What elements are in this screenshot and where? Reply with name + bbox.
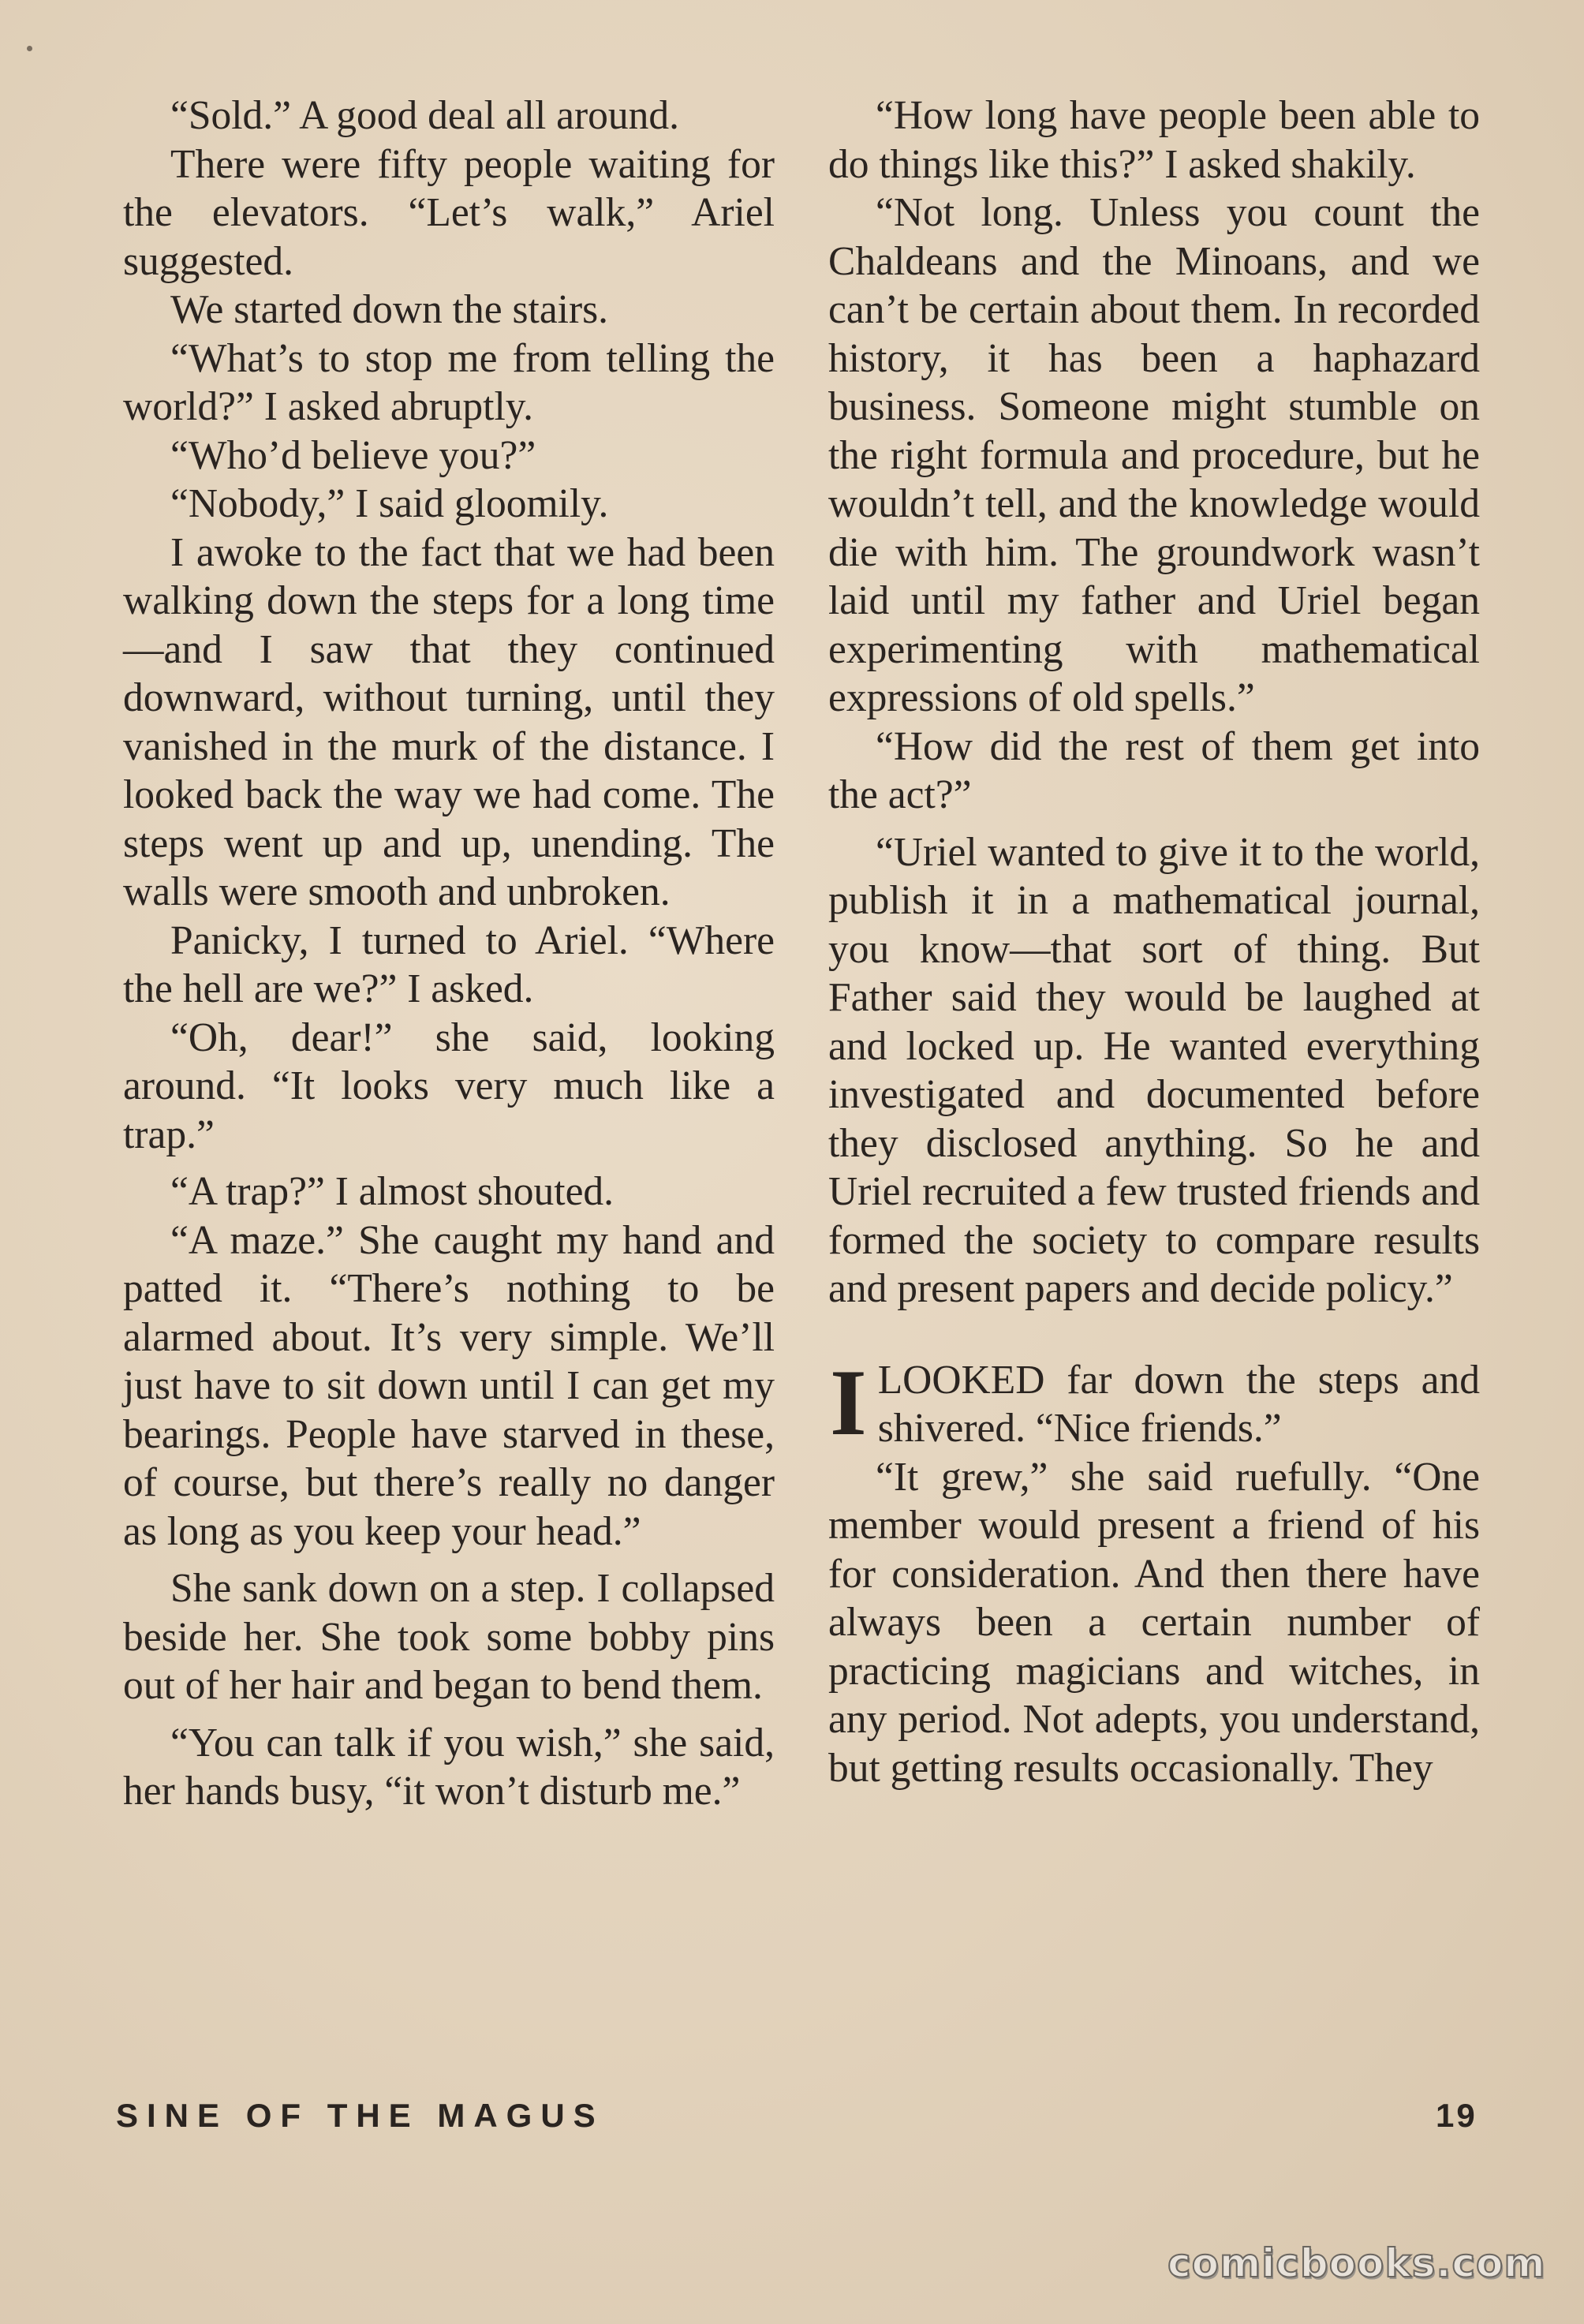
- right-text-column: [828, 92, 1480, 1792]
- paragraph: “Uriel wanted to give it to the world, publish it in a mathematical journal, you know—that sort of thing. But Father said they would be laughed at and locked up. He wanted everything investigated and documented before they disclosed anything. So he and Uriel recruited a few trusted friends and formed the society to compare results and present papers and decide policy.”: [828, 829, 1480, 1311]
- paragraph: I awoke to the fact that we had been walking down the steps for a long time—and I saw that they continued downward, without turning, until they vanished in the murk of the distance. I looked back the way we had come. The steps went up and up, unending. The walls were smooth and unbroken.: [123, 529, 775, 914]
- running-footer-title: SINE OF THE MAGUS: [116, 2097, 604, 2134]
- paragraph: We started down the stairs.: [170, 287, 609, 332]
- paragraph: “It grew,” she said ruefully. “One member would present a friend of his for consideration. And then there have always been a certain number of practicing magicians and witches, in any period. Not adepts, you understand, but getting results occasionally. They: [828, 1454, 1480, 1791]
- paragraph: “A maze.” She caught my hand and patted it. “There’s nothing to be alarmed about. It’s very simple. We’ll just have to sit down until I can get my bearings. People have starved in these, of course, but there’s really no danger as long as you keep your head.”: [123, 1217, 775, 1554]
- paragraph: “Oh, dear!” she said, looking around. “It looks very much like a trap.”: [123, 1014, 775, 1157]
- drop-cap: I: [830, 1349, 867, 1455]
- paragraph: “You can talk if you wish,” she said, her hands busy, “it won’t disturb me.”: [123, 1720, 775, 1814]
- paragraph: “Who’d believe you?”: [170, 432, 536, 478]
- paragraph: “Sold.” A good deal all around.: [170, 93, 680, 138]
- paragraph: Panicky, I turned to Ariel. “Where the hell are we?” I asked.: [123, 917, 775, 1011]
- paragraph: “What’s to stop me from telling the world?” I asked abruptly.: [123, 335, 775, 429]
- paragraph: “A trap?” I almost shouted.: [170, 1169, 615, 1214]
- page-number: 19: [1436, 2097, 1478, 2134]
- paragraph: “Nobody,” I said gloomily.: [170, 481, 609, 526]
- left-text-column: [123, 92, 775, 1816]
- paragraph: She sank down on a step. I collapsed beside her. She took some bobby pins out of her hair and began to bend them.: [123, 1566, 775, 1708]
- paragraph: “Not long. Unless you count the Chaldeans and the Minoans, and we can’t be certain about them. In recorded history, it has been a haphazard business. Someone might stumble on the right formula and procedure, but he wouldn’t tell, and the knowledge would die with him. The groundwork wasn’t laid until my father and Uriel began experimenting with mathematical expressions of old spells.”: [828, 190, 1480, 720]
- section-break-paragraph: [828, 1349, 1480, 1455]
- print-speck: [27, 46, 32, 51]
- paragraph: There were fifty people waiting for the elevators. “Let’s walk,” Ariel suggested.: [123, 141, 775, 284]
- paragraph: “How did the rest of them get into the act?”: [828, 723, 1480, 817]
- paragraph: “How long have people been able to do things like this?” I asked shakily.: [828, 93, 1480, 187]
- site-watermark: comicbooks.com: [1167, 2240, 1546, 2286]
- section-break-text: LOOKED far down the steps and shivered. “Nice friends.”: [877, 1357, 1480, 1451]
